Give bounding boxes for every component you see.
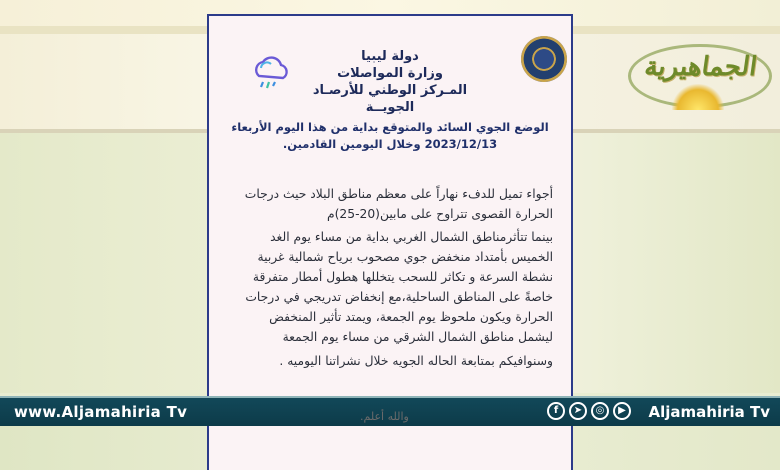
facebook-icon[interactable]: f [547, 402, 565, 420]
logo-text: الجماهيرية [642, 52, 759, 82]
closing-paragraph: وسنوافيكم بمتابعة الحاله الجويه خلال نشراتنا اليوميه . [279, 354, 553, 368]
header-meteorology-center: المـركز الوطني للأرصـاد [312, 83, 468, 98]
channel-name: Aljamahiria Tv [648, 403, 770, 421]
situation-title: الوضع الجوي السائد والمتوقع بداية من هذا اليوم الأربعاء [231, 120, 549, 134]
header-ministry: وزارة المواصلات [337, 66, 443, 81]
forecast-paragraph: بينما تتأثرمناطق الشمال الغربي بداية من مساء يوم الغد الخميس بأمتداد منخفض جوي مصحوب برياح شمالية غربية نشطة السرعة و تكاثر للسحب يتخللها هطول أمطار متفرقة خاصةً على المناطق الساحلية،مع إنخفاض تدريجي في درجات الحرارة ويكون ملحوظ يوم الجمعة، ويمتد تأثير المنخفض ليشمل مناطق الشمال الشرقي من مساء يوم الجمعة [245, 230, 553, 344]
forecast-paragraph: أجواء تميل للدفء نهاراً على معظم مناطق البلاد حيث درجات الحرارة القصوى تتراوح على مابين(20-25)م [244, 187, 553, 221]
youtube-icon[interactable]: ▶ [613, 402, 631, 420]
telegram-icon[interactable]: ➤ [569, 402, 587, 420]
website-link[interactable]: www.Aljamahiria Tv [14, 403, 188, 421]
header-weather-dept: الجويــة [365, 100, 415, 115]
header-country: دولة ليبيا [361, 49, 419, 64]
instagram-icon[interactable]: ◎ [591, 402, 609, 420]
situation-date: 2023/12/13 وخلال اليومين القادمين. [282, 137, 498, 151]
document-footer: والله أعلم. [360, 410, 409, 423]
